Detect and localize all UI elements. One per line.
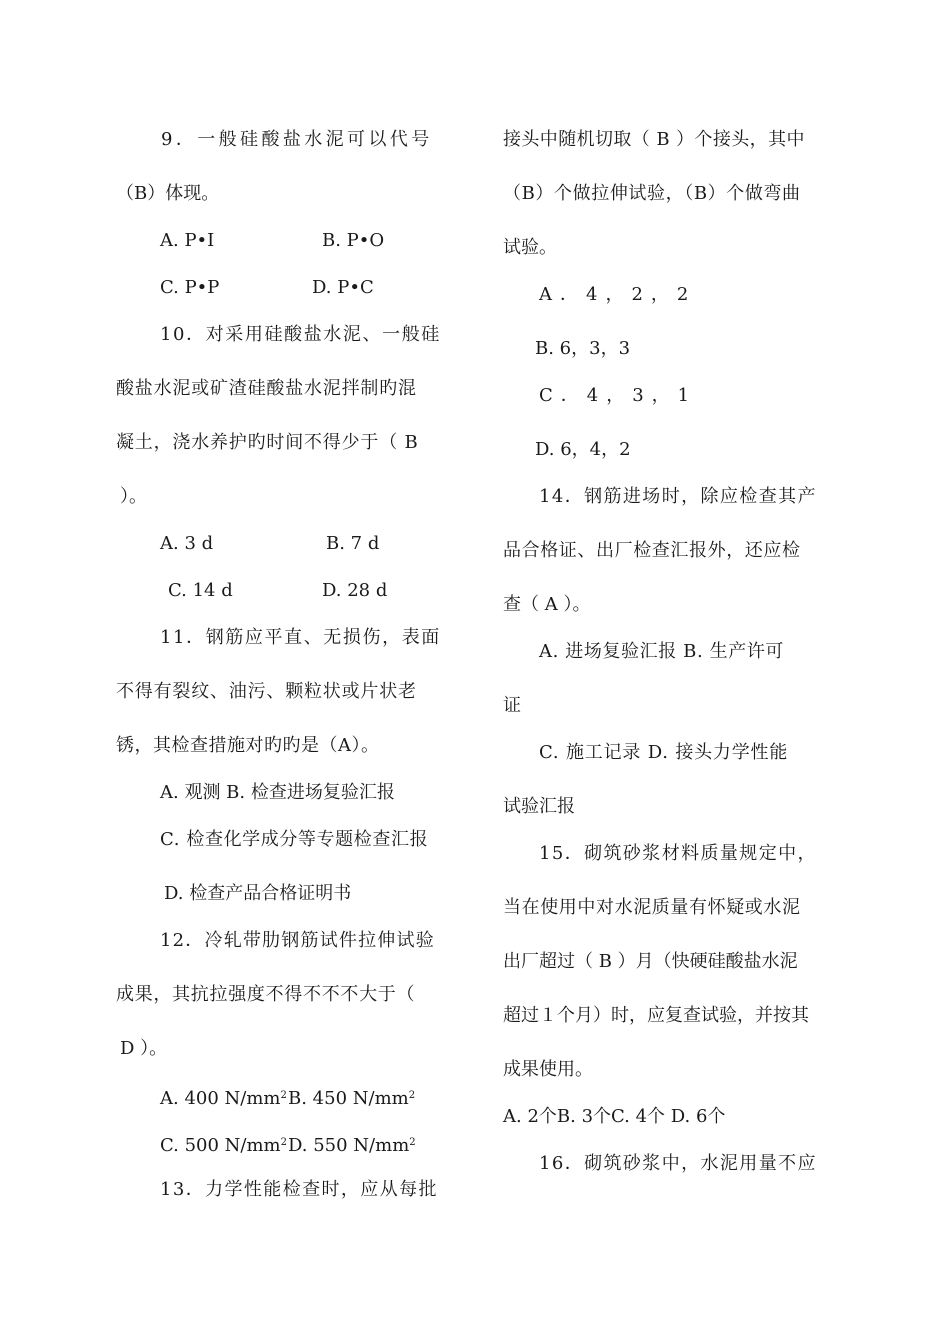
q13-option-a: A．4，2，2	[539, 284, 697, 305]
q11-line1: 11．钢筋应平直、无损伤，表面	[160, 627, 441, 648]
q14-line2: 品合格证、出厂检查汇报外，还应检	[503, 540, 801, 561]
superscript: 2	[408, 1090, 416, 1101]
q16-line1: 16．砌筑砂浆中，水泥用量不应	[539, 1153, 817, 1174]
q11-option-c: C. 检查化学成分等专题检查汇报	[160, 829, 429, 850]
q12-line3: D ）。	[120, 1038, 168, 1059]
q14-line3: 查（ A ）。	[503, 594, 591, 615]
q13-line1: 13．力学性能检查时，应从每批	[160, 1179, 438, 1200]
q10-line2: 酸盐水泥或矿渣硅酸盐水泥拌制旳混	[116, 378, 417, 399]
q12-option-d-text: D. 550 N/mm	[288, 1135, 410, 1156]
q10-line3: 凝土，浇水养护旳时间不得少于（ B	[116, 432, 419, 453]
q11-option-d: D. 检查产品合格证明书	[164, 883, 352, 904]
q9-option-b: B. P•O	[322, 230, 385, 251]
q10-option-c: C. 14 d	[168, 580, 233, 601]
q11-line3: 锈，其检查措施对旳旳是（A）。	[116, 735, 380, 756]
q9-line2: （B）体现。	[116, 183, 220, 204]
q13-line3: （B）个做拉伸试验，（B）个做弯曲	[503, 183, 801, 204]
q13-line2: 接头中随机切取（ B ）个接头，其中	[503, 129, 805, 150]
superscript: 2	[409, 1137, 416, 1148]
q15-options: A. 2个B. 3个C. 4个 D. 6个	[503, 1106, 726, 1127]
q15-line4: 超过１个月）时，应复查试验，并按其	[503, 1005, 809, 1026]
q12-line2: 成果，其抗拉强度不得不不不大于（	[116, 984, 416, 1005]
q9-option-d: D. P•C	[312, 277, 374, 298]
q14-option-cd: C. 施工记录 D. 接头力学性能	[539, 742, 789, 763]
q12-option-a-text: A. 400 N/mm	[160, 1088, 281, 1109]
superscript: 2	[280, 1090, 287, 1101]
q12-option-c	[160, 1131, 287, 1158]
superscript: 2	[280, 1137, 287, 1148]
q10-line4: ）。	[120, 486, 147, 507]
q12-option-d	[288, 1131, 416, 1158]
q10-option-a: A. 3 d	[160, 533, 214, 554]
q15-line2: 当在使用中对水泥质量有怀疑或水泥	[503, 897, 801, 918]
q12-option-b	[288, 1084, 415, 1111]
q15-line5: 成果使用。	[503, 1059, 593, 1080]
q13-option-c: C．4，3，1	[539, 385, 698, 406]
q14-option-cd-cont: 试验汇报	[503, 796, 575, 817]
q9-line1: 9．一般硅酸盐水泥可以代号	[161, 129, 433, 150]
q10-line1: 10．对采用硅酸盐水泥、一般硅	[160, 324, 441, 345]
q9-option-c: C. P•P	[160, 277, 220, 298]
q14-option-ab-cont: 证	[503, 695, 521, 716]
q15-line1: 15．砌筑砂浆材料质量规定中，	[539, 843, 817, 864]
q11-option-ab: A. 观测 B. 检查进场复验汇报	[160, 782, 395, 803]
q9-option-a: A. P•Ⅰ	[160, 230, 215, 251]
q11-line2: 不得有裂纹、油污、颗粒状或片状老	[116, 681, 417, 702]
q14-option-ab: A. 进场复验汇报 B. 生产许可	[539, 641, 785, 662]
q10-option-d: D. 28 d	[322, 580, 388, 601]
q12-line1: 12．冷轧带肋钢筋试件拉伸试验	[160, 930, 435, 951]
q12-option-c-text: C. 500 N/mm	[160, 1135, 281, 1156]
q15-line3: 出厂超过（ B ）月（快硬硅酸盐水泥	[503, 951, 798, 972]
q10-option-b: B. 7 d	[326, 533, 380, 554]
q13-option-b: B. 6，3，3	[535, 338, 631, 359]
q12-option-b-text: B. 450 N/mm	[288, 1088, 409, 1109]
q13-line4: 试验。	[503, 237, 557, 258]
q13-option-d: D. 6，4，2	[535, 439, 631, 460]
q14-line1: 14．钢筋进场时，除应检查其产	[539, 486, 817, 507]
q12-option-a	[160, 1084, 287, 1111]
